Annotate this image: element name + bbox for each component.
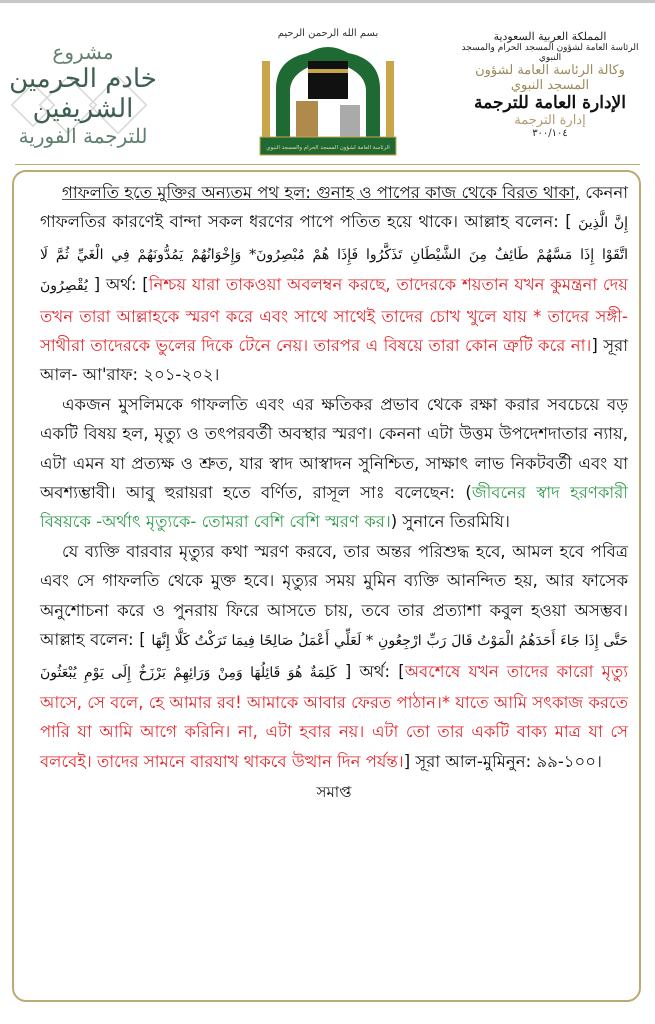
paragraph-3: যে ব্যক্তি বারবার মৃত্যুর কথা স্মরণ করবে, তার অন্তর পরিশুদ্ধ হবে, আমল হবে পবিত্র এবং সে গাফলতি থেকে মুক্ত হবে। মৃত্যুর সময় মুমিন ব্যক্তি আনন্দিত হয়, আর ফাসেক অনুশোচনা করে ও পুনরায় ফিরে আসতে চায়, তবে তার প্রত্যাশা কবুল হওয়া অসম্ভব। আল্লাহ বলেন: [ حَتَّى إِذَا جَاءَ أَحَدَهُمُ الْمَوْتُ قَالَ رَبِّ ارْجِعُونِ * لَعَلِّي أَعْمَلُ صَالِحًا فِيمَا تَرَكْتُ كَلَّا إِنَّهَا كَلِمَةٌ هُوَ قَائِلُهَا وَمِنْ وَرَائِهِمْ بَرْزَخٌ إِلَى يَوْمِ يُبْعَثُونَ ] অর্থ: [অবশেষে যখন তাদের কারো মৃত্যু আসে, সে বলে, হে আমার রব! আমাকে আবার ফেরত পাঠান।* যাতে আমি সৎকাজ করতে পারি যা আমি আগে করিনি। না, এটা হবার নয়। এটা তো তার একটি বাক্য মাত্র যা সে বলবেই। তাদের সামনে বারযাখ থাকবে উত্থান দিন পর্যন্ত।] সূরা আল-মুমিনুন: ৯৯-১০০। (40, 541, 628, 771)
haramain-presidency-logo: بسم الله الرحمن الرحيم الرئاسة العامة لشؤون المسجد الحرام والمسجد النبوي (258, 28, 398, 158)
end-mark: সমাপ্ত (316, 783, 352, 802)
verse-reference: ] সূরা আল- আ'রাফ: ২০১-২০২। (40, 336, 628, 385)
top-border (0, 0, 655, 3)
header-divider (15, 164, 640, 165)
paragraph-1: গাফলতি হতে মুক্তির অন্যতম পথ হল: গুনাহ ও পাপের কাজ থেকে বিরত থাকা, কেননা গাফলতির কারণেই বান্দা সকল ধরণের পাপে পতিত হয়ে থাকে। আল্লাহ বলেন: [ إِنَّ الَّذِينَ اتَّقَوْا إِذَا مَسَّهُمْ طَائِفٌ مِنَ الشَّيْطَانِ تَذَكَّرُوا فَإِذَا هُمْ مُبْصِرُونَ* وَإِخْوَانُهُمْ يَمُدُّونَهُمْ فِي الْغَيِّ ثُمَّ لَا يُقْصِرُونَ ] অর্থ: [নিশ্চয় যারা তাকওয়া অবলম্বন করছে, তাদেরকে শয়তান যখন কুমন্ত্রনা দেয় তখন তারা আল্লাহকে স্মরণ করে এবং সাথে সাথেই তাদের চোখ খুলে যায় * তাদের সঙ্গী-সাথীরা তাদেরকে ভুলের দিকে টেনে নেয়। তারপর এ বিষয়ে তারা কোন ত্রুটি করে না।] সূরা আল- আ'রাফ: ২০১-২০২। (40, 183, 628, 385)
verse-translation: নিশ্চয় যারা তাকওয়া অবলম্বন করছে, তাদেরকে শয়তান যখন কুমন্ত্রনা দেয় তখন তারা আল্লাহকে স্মরণ করে এবং সাথে সাথেই তাদের চোখ খুলে যায় * তাদের সঙ্গী-সাথীরা তাদেরকে ভুলের দিকে টেনে নেয়। তারপর এ বিষয়ে তারা কোন ত্রুটি করে না। (40, 275, 628, 356)
document-body (40, 178, 628, 808)
paragraph-2: একজন মুসলিমকে গাফলতি এবং এর ক্ষতিকর প্রভাব থেকে রক্ষা করার সবচেয়ে বড় একটি বিষয় হল, মৃত্যু ও তৎপরবর্তী অবস্থার স্মরণ। কেননা এটা উত্তম উপদেশদাতার ন্যায়, এটা এমন যা প্রত্যক্ষ ও শ্রুত, যার স্বাদ আস্বাদন সুনিশ্চিত, সাক্ষাৎ লাভ নিকটবর্তী এবং যা অবশ্যম্ভাবী। আবু হুরায়রা হতে বর্ণিত, রাসূল সাঃ বলেছেন: (জীবনের স্বাদ হরণকারী বিষয়কে -অর্থাৎ মৃত্যুকে- তোমরা বেশি বেশি স্মরণ কর।) সুনানে তিরমিযি। (40, 394, 628, 532)
verse-reference: ] সূরা আল-মুমিনুন: ৯৯-১০০। (403, 751, 602, 771)
khadim-al-haramain-translation-project-logo: مشروع خادم الحرمين الشريفين للترجمة الفورية (8, 40, 158, 150)
hadith-reference: ) সুনানে তিরমিযি। (390, 512, 510, 532)
hadith-text: জীবনের স্বাদ হরণকারী বিষয়কে -অর্থাৎ মৃত্যুকে- তোমরা বেশি বেশি স্মরণ কর। (40, 483, 628, 532)
quran-verse-arabic: حَتَّى إِذَا جَاءَ أَحَدَهُمُ الْمَوْتُ قَالَ رَبِّ ارْجِعُونِ * لَعَلِّي أَعْمَلُ صَالِحًا فِيمَا تَرَكْتُ كَلَّا إِنَّهَا كَلِمَةٌ هُوَ قَائِلُهَا وَمِنْ وَرَائِهِمْ بَرْزَخٌ إِلَى يَوْمِ يُبْعَثُونَ (40, 633, 628, 681)
quran-verse-arabic: إِنَّ الَّذِينَ اتَّقَوْا إِذَا مَسَّهُمْ طَائِفٌ مِنَ الشَّيْطَانِ تَذَكَّرُوا فَإِذَا هُمْ مُبْصِرُونَ* وَإِخْوَانُهُمْ يَمُدُّونَهُمْ فِي الْغَيِّ ثُمَّ لَا يُقْصِرُونَ (40, 215, 628, 295)
reference-number: ٣٠٠/١٠٤ (532, 128, 568, 139)
general-translation-department-logo: المملكة العربية السعودية الرئاسة العامة لشؤون المسجد الحرام والمسجد النبوي وكالة الرئاسة العامة لشؤون المسجد النبوي الإدارة العامة للترجمة إدارة الترجمة ٣٠٠/١٠٤ (455, 30, 645, 139)
svg-text:الرئاسة العامة لشؤون المسجد ال: الرئاسة العامة لشؤون المسجد الحرام والمسجد النبوي (266, 145, 390, 151)
verse-translation: অবশেষে যখন তাদের কারো মৃত্যু আসে, সে বলে, হে আমার রব! আমাকে আবার ফেরত পাঠান।* যাতে আমি সৎকাজ করতে পারি যা আমি আগে করিনি। না, এটা হবার নয়। এটা তো তার একটি বাক্য মাত্র যা সে বলবেই। তাদের সামনে বারযাখ থাকবে উত্থান দিন পর্যন্ত। (40, 661, 628, 771)
kaaba-mosque-emblem-icon (258, 39, 398, 157)
